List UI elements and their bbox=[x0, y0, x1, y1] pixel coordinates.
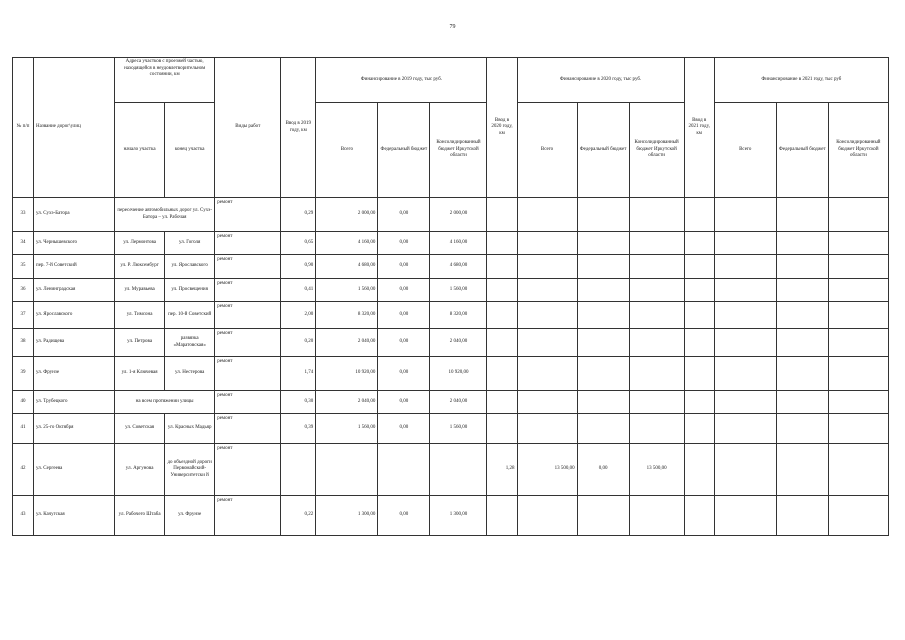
section-end: пер. 10-й Советский bbox=[165, 302, 215, 329]
total-2021 bbox=[714, 198, 776, 232]
total-2019: 8 320,00 bbox=[316, 302, 378, 329]
total-2019: 2 000,00 bbox=[316, 198, 378, 232]
consolidated-2019: 2 000,00 bbox=[430, 198, 487, 232]
header-2019-consolidated: Консолидированный бюджет Иркутской области bbox=[430, 103, 487, 198]
consolidated-2021 bbox=[828, 302, 888, 329]
header-fin-2020: Финансирование в 2020 году, тыс руб. bbox=[517, 58, 684, 103]
row-number: 43 bbox=[13, 496, 34, 536]
consolidated-2020: 13 500,00 bbox=[629, 444, 684, 496]
row-number: 35 bbox=[13, 255, 34, 279]
federal-2019 bbox=[378, 444, 430, 496]
input-2020 bbox=[487, 302, 517, 329]
consolidated-2021 bbox=[828, 444, 888, 496]
table-row bbox=[13, 198, 889, 232]
input-2019: 0,20 bbox=[281, 329, 316, 357]
federal-2020 bbox=[577, 302, 629, 329]
input-2020 bbox=[487, 198, 517, 232]
header-address: Адреса участков с проезжей частью, находящейся в неудовлетворительном состоянии, км bbox=[115, 58, 215, 103]
federal-2021 bbox=[776, 198, 828, 232]
row-number: 42 bbox=[13, 444, 34, 496]
section-start: ул. Петрова bbox=[115, 329, 165, 357]
total-2020 bbox=[517, 357, 577, 391]
header-2021-consolidated: Консолидированный бюджет Иркутской области bbox=[828, 103, 888, 198]
header-2019-federal: Федеральный бюджет bbox=[378, 103, 430, 198]
road-name: ул. Ярославского bbox=[34, 302, 115, 329]
total-2020 bbox=[517, 414, 577, 444]
consolidated-2019: 4 680,00 bbox=[430, 255, 487, 279]
federal-2020 bbox=[577, 414, 629, 444]
input-2020 bbox=[487, 255, 517, 279]
table-row bbox=[13, 357, 889, 391]
total-2021 bbox=[714, 391, 776, 414]
total-2021 bbox=[714, 496, 776, 536]
row-number: 33 bbox=[13, 198, 34, 232]
row-number: 34 bbox=[13, 232, 34, 255]
input-2020 bbox=[487, 232, 517, 255]
input-2019: 0,39 bbox=[281, 414, 316, 444]
road-name: ул. Сухэ-Батора bbox=[34, 198, 115, 232]
road-name: пер. 7-й Советский bbox=[34, 255, 115, 279]
work-type: ремонт bbox=[215, 302, 281, 329]
total-2020 bbox=[517, 391, 577, 414]
header-end: конец участка bbox=[165, 103, 215, 198]
total-2019: 4 680,00 bbox=[316, 255, 378, 279]
row-number: 37 bbox=[13, 302, 34, 329]
federal-2019: 0,00 bbox=[378, 255, 430, 279]
total-2019: 4 160,00 bbox=[316, 232, 378, 255]
section-start: ул. Лермонтова bbox=[115, 232, 165, 255]
work-type: ремонт bbox=[215, 357, 281, 391]
total-2019: 2 040,00 bbox=[316, 391, 378, 414]
federal-2020 bbox=[577, 496, 629, 536]
consolidated-2020 bbox=[629, 232, 684, 255]
total-2021 bbox=[714, 255, 776, 279]
total-2019: 10 920,00 bbox=[316, 357, 378, 391]
road-name: ул. Фрунзе bbox=[34, 357, 115, 391]
roads-table bbox=[12, 57, 889, 536]
total-2020 bbox=[517, 279, 577, 302]
federal-2019: 0,00 bbox=[378, 232, 430, 255]
federal-2020 bbox=[577, 255, 629, 279]
input-2019: 0,65 bbox=[281, 232, 316, 255]
header-num: № п/п bbox=[13, 58, 34, 198]
consolidated-2021 bbox=[828, 329, 888, 357]
total-2019: 1 560,00 bbox=[316, 414, 378, 444]
input-2019: 1,74 bbox=[281, 357, 316, 391]
consolidated-2020 bbox=[629, 279, 684, 302]
road-name: ул. Радищева bbox=[34, 329, 115, 357]
total-2019: 1 300,00 bbox=[316, 496, 378, 536]
input-2021 bbox=[684, 329, 714, 357]
work-type: ремонт bbox=[215, 279, 281, 302]
federal-2021 bbox=[776, 414, 828, 444]
header-start: начало участка bbox=[115, 103, 165, 198]
consolidated-2021 bbox=[828, 414, 888, 444]
header-2020-federal: Федеральный бюджет bbox=[577, 103, 629, 198]
consolidated-2021 bbox=[828, 232, 888, 255]
section-end: до объездной дороги Первомайский-Университетски й bbox=[165, 444, 215, 496]
federal-2020 bbox=[577, 198, 629, 232]
row-number: 36 bbox=[13, 279, 34, 302]
header-input-2019: Ввод в 2019 году, км bbox=[281, 58, 316, 198]
consolidated-2020 bbox=[629, 302, 684, 329]
consolidated-2021 bbox=[828, 279, 888, 302]
input-2020 bbox=[487, 279, 517, 302]
federal-2021 bbox=[776, 255, 828, 279]
work-type: ремонт bbox=[215, 496, 281, 536]
consolidated-2020 bbox=[629, 391, 684, 414]
header-2020-consolidated: Консолидированный бюджет Иркутской области bbox=[629, 103, 684, 198]
work-type: ремонт bbox=[215, 444, 281, 496]
total-2021 bbox=[714, 444, 776, 496]
consolidated-2019: 1 300,00 bbox=[430, 496, 487, 536]
section-start: ул. Рабочего Штаба bbox=[115, 496, 165, 536]
consolidated-2020 bbox=[629, 198, 684, 232]
federal-2020: 0,00 bbox=[577, 444, 629, 496]
table-row bbox=[13, 302, 889, 329]
work-type: ремонт bbox=[215, 414, 281, 444]
input-2021 bbox=[684, 255, 714, 279]
input-2020 bbox=[487, 391, 517, 414]
section-end: ул. Нестерова bbox=[165, 357, 215, 391]
total-2019: 1 560,00 bbox=[316, 279, 378, 302]
road-name: ул. Трубецкого bbox=[34, 391, 115, 414]
input-2021 bbox=[684, 391, 714, 414]
total-2021 bbox=[714, 232, 776, 255]
header-row-2 bbox=[13, 103, 889, 198]
section-end: ул. Ярославского bbox=[165, 255, 215, 279]
input-2020 bbox=[487, 357, 517, 391]
table-row bbox=[13, 279, 889, 302]
consolidated-2020 bbox=[629, 357, 684, 391]
total-2019 bbox=[316, 444, 378, 496]
consolidated-2021 bbox=[828, 198, 888, 232]
page-number: 79 bbox=[449, 24, 456, 30]
header-work: Виды работ bbox=[215, 58, 281, 198]
federal-2020 bbox=[577, 391, 629, 414]
section-start: ул. Аргунова bbox=[115, 444, 165, 496]
table-row bbox=[13, 255, 889, 279]
input-2020: 1,28 bbox=[487, 444, 517, 496]
consolidated-2021 bbox=[828, 391, 888, 414]
total-2021 bbox=[714, 302, 776, 329]
input-2020 bbox=[487, 414, 517, 444]
header-fin-2021: Финансирование в 2021 году, тыс руб bbox=[714, 58, 888, 103]
section-span: на всем протяжении улицы bbox=[115, 391, 215, 414]
header-input-2021: Ввод в 2021 году, км bbox=[684, 58, 714, 198]
input-2020 bbox=[487, 496, 517, 536]
federal-2019: 0,00 bbox=[378, 357, 430, 391]
section-end: ул. Просвещения bbox=[165, 279, 215, 302]
header-fin-2019: Финансирование в 2019 году, тыс руб. bbox=[316, 58, 487, 103]
federal-2020 bbox=[577, 279, 629, 302]
consolidated-2020 bbox=[629, 496, 684, 536]
table-row bbox=[13, 232, 889, 255]
section-end: ул. Гоголя bbox=[165, 232, 215, 255]
input-2019: 0,30 bbox=[281, 391, 316, 414]
federal-2021 bbox=[776, 232, 828, 255]
section-start: ул. Тимсона bbox=[115, 302, 165, 329]
total-2020: 13 500,00 bbox=[517, 444, 577, 496]
work-type: ремонт bbox=[215, 198, 281, 232]
row-number: 41 bbox=[13, 414, 34, 444]
section-end: ул. Красных Мадьяр bbox=[165, 414, 215, 444]
consolidated-2019: 1 560,00 bbox=[430, 279, 487, 302]
input-2019: 0,29 bbox=[281, 198, 316, 232]
total-2020 bbox=[517, 232, 577, 255]
consolidated-2019: 2 040,00 bbox=[430, 391, 487, 414]
section-start: ул. Р. Люксембург bbox=[115, 255, 165, 279]
federal-2021 bbox=[776, 444, 828, 496]
road-name: ул. Качугская bbox=[34, 496, 115, 536]
federal-2019: 0,00 bbox=[378, 279, 430, 302]
road-name: ул. 25-го Октября bbox=[34, 414, 115, 444]
input-2020 bbox=[487, 329, 517, 357]
federal-2019: 0,00 bbox=[378, 496, 430, 536]
federal-2021 bbox=[776, 357, 828, 391]
total-2020 bbox=[517, 198, 577, 232]
row-number: 39 bbox=[13, 357, 34, 391]
input-2021 bbox=[684, 279, 714, 302]
work-type: ремонт bbox=[215, 255, 281, 279]
consolidated-2019: 4 160,00 bbox=[430, 232, 487, 255]
header-2021-total: Всего bbox=[714, 103, 776, 198]
input-2021 bbox=[684, 444, 714, 496]
federal-2020 bbox=[577, 329, 629, 357]
consolidated-2020 bbox=[629, 329, 684, 357]
input-2019: 2,00 bbox=[281, 302, 316, 329]
consolidated-2021 bbox=[828, 496, 888, 536]
input-2021 bbox=[684, 232, 714, 255]
row-number: 38 bbox=[13, 329, 34, 357]
federal-2019: 0,00 bbox=[378, 414, 430, 444]
section-end: развязка «Маратовская» bbox=[165, 329, 215, 357]
input-2019: 0,22 bbox=[281, 496, 316, 536]
header-row-1 bbox=[13, 58, 889, 103]
input-2021 bbox=[684, 357, 714, 391]
header-2019-total: Всего bbox=[316, 103, 378, 198]
input-2019: 0,90 bbox=[281, 255, 316, 279]
consolidated-2019: 1 560,00 bbox=[430, 414, 487, 444]
federal-2020 bbox=[577, 357, 629, 391]
road-name: ул. Чернышевского bbox=[34, 232, 115, 255]
total-2020 bbox=[517, 496, 577, 536]
table-row bbox=[13, 496, 889, 536]
input-2021 bbox=[684, 302, 714, 329]
input-2021 bbox=[684, 414, 714, 444]
table-row bbox=[13, 414, 889, 444]
total-2021 bbox=[714, 329, 776, 357]
total-2021 bbox=[714, 357, 776, 391]
consolidated-2019: 8 320,00 bbox=[430, 302, 487, 329]
federal-2021 bbox=[776, 329, 828, 357]
input-2019: 0,41 bbox=[281, 279, 316, 302]
total-2021 bbox=[714, 414, 776, 444]
input-2021 bbox=[684, 496, 714, 536]
header-2021-federal: Федеральный бюджет bbox=[776, 103, 828, 198]
federal-2019: 0,00 bbox=[378, 391, 430, 414]
work-type: ремонт bbox=[215, 232, 281, 255]
federal-2019: 0,00 bbox=[378, 198, 430, 232]
federal-2019: 0,00 bbox=[378, 329, 430, 357]
work-type: ремонт bbox=[215, 391, 281, 414]
consolidated-2021 bbox=[828, 255, 888, 279]
input-2021 bbox=[684, 198, 714, 232]
table-row bbox=[13, 391, 889, 414]
consolidated-2019: 2 040,00 bbox=[430, 329, 487, 357]
federal-2021 bbox=[776, 279, 828, 302]
section-start: ул. 1-я Ключевая bbox=[115, 357, 165, 391]
header-name: Название дорог\улиц bbox=[34, 58, 115, 198]
section-start: ул. Советская bbox=[115, 414, 165, 444]
federal-2020 bbox=[577, 232, 629, 255]
total-2020 bbox=[517, 302, 577, 329]
consolidated-2021 bbox=[828, 357, 888, 391]
federal-2019: 0,00 bbox=[378, 302, 430, 329]
section-span: пересечение автомобильных дорог ул. Сухэ-Батора – ул. Рабочая bbox=[115, 198, 215, 232]
section-end: ул. Фрунзе bbox=[165, 496, 215, 536]
total-2019: 2 040,00 bbox=[316, 329, 378, 357]
road-name: ул. Ленинградская bbox=[34, 279, 115, 302]
row-number: 40 bbox=[13, 391, 34, 414]
header-2020-total: Всего bbox=[517, 103, 577, 198]
table-row bbox=[13, 329, 889, 357]
federal-2021 bbox=[776, 496, 828, 536]
consolidated-2019 bbox=[430, 444, 487, 496]
consolidated-2020 bbox=[629, 255, 684, 279]
header-input-2020: Ввод в 2020 году, км bbox=[487, 58, 517, 198]
federal-2021 bbox=[776, 302, 828, 329]
consolidated-2019: 10 920,00 bbox=[430, 357, 487, 391]
input-2019 bbox=[281, 444, 316, 496]
section-start: ул. Муравьева bbox=[115, 279, 165, 302]
federal-2021 bbox=[776, 391, 828, 414]
road-name: ул. Сергеева bbox=[34, 444, 115, 496]
total-2021 bbox=[714, 279, 776, 302]
table-row bbox=[13, 444, 889, 496]
work-type: ремонт bbox=[215, 329, 281, 357]
consolidated-2020 bbox=[629, 414, 684, 444]
total-2020 bbox=[517, 329, 577, 357]
total-2020 bbox=[517, 255, 577, 279]
